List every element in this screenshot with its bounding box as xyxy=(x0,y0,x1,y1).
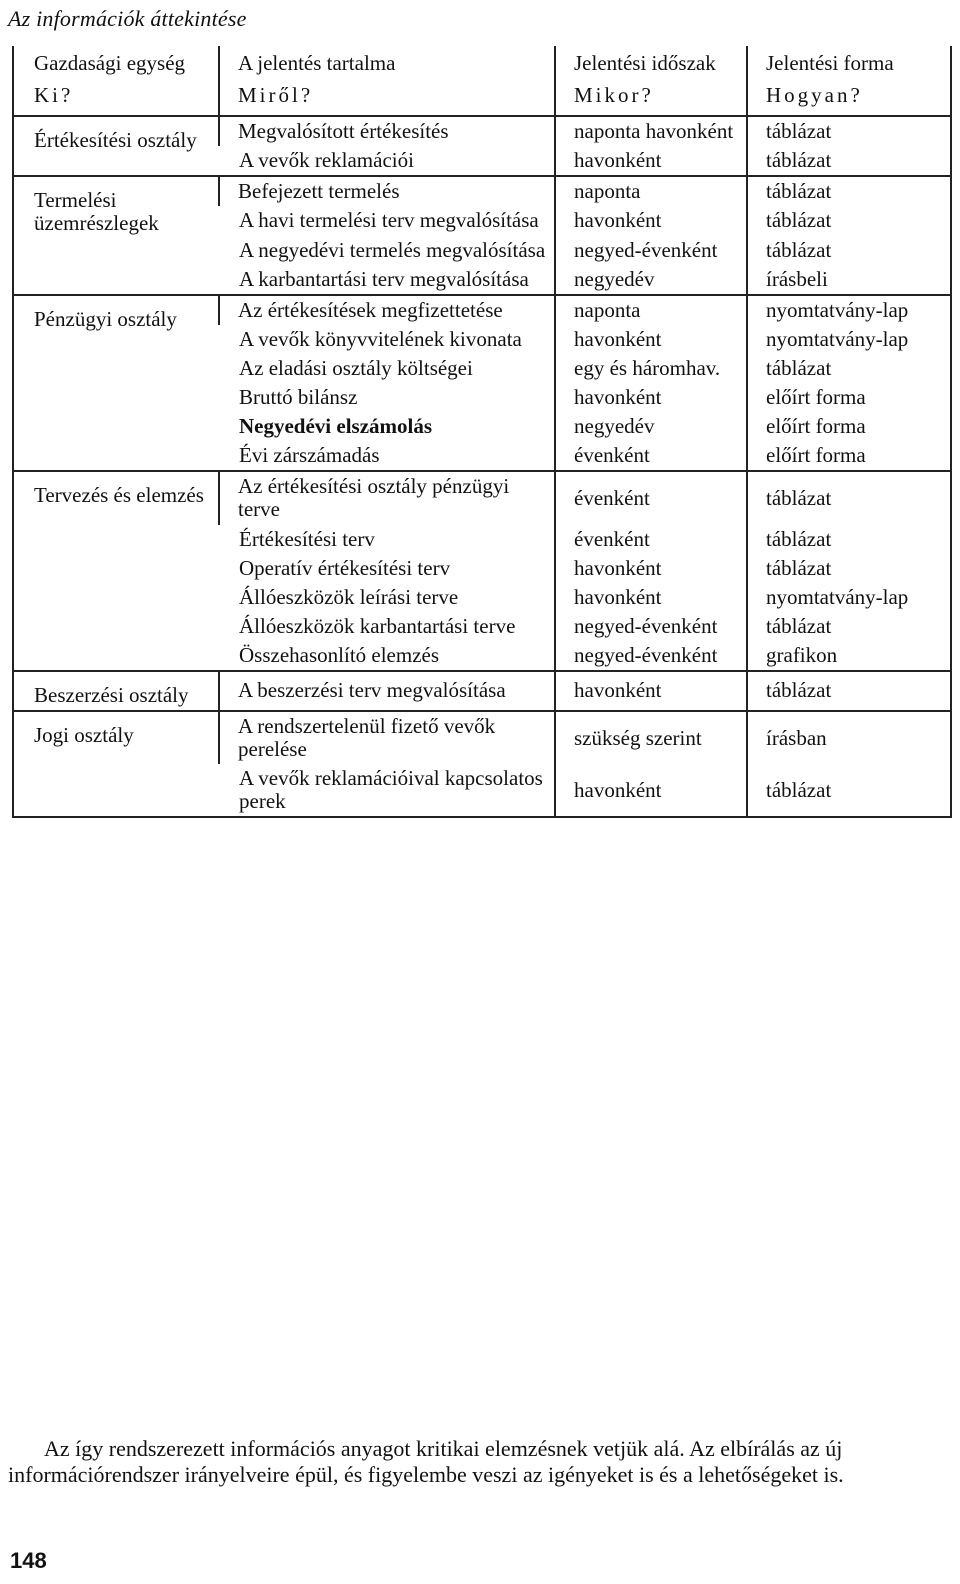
content-cell: A rendszertelenül fizető vevők perelése xyxy=(219,711,555,764)
period-cell: évenként xyxy=(555,471,747,524)
content-cell: Bruttó bilánsz xyxy=(239,385,358,410)
period-cell: havonként xyxy=(555,583,747,612)
column-header-period: Jelentési időszak xyxy=(555,46,747,78)
unit-cell: Termelési üzemrészlegek xyxy=(13,176,219,294)
content-cell: A vevők könyvvitelének kivonata xyxy=(239,326,522,351)
period-cell: negyedév xyxy=(555,412,747,441)
period-cell: havonként xyxy=(555,146,747,176)
content-cell: Az eladási osztály költségei xyxy=(239,355,473,380)
form-cell: előírt forma xyxy=(747,441,951,471)
period-cell: negyedév xyxy=(555,265,747,295)
form-cell: táblázat xyxy=(747,554,951,583)
question-how: Hogyan? xyxy=(747,78,951,116)
overview-table xyxy=(12,46,952,818)
content-cell: Megvalósított értékesítés xyxy=(219,116,555,146)
content-cell: Az értékesítési osztály pénzügyi terve xyxy=(219,471,555,524)
content-cell: A beszerzési terv megvalósítása xyxy=(219,671,555,711)
form-cell: táblázat xyxy=(747,612,951,641)
period-cell: naponta havonként xyxy=(555,116,747,146)
period-cell: egy és háromhav. xyxy=(555,354,747,383)
period-cell: évenként xyxy=(555,441,747,471)
information-overview-table xyxy=(12,46,950,818)
content-cell: Állóeszközök leírási terve xyxy=(239,584,459,609)
unit-cell: Értékesítési osztály xyxy=(34,128,197,153)
content-cell: Értékesítési terv xyxy=(239,526,375,551)
content-cell: Az értékesítések megfizettetése xyxy=(219,295,555,325)
period-cell: szükség szerint xyxy=(555,711,747,764)
period-cell: naponta xyxy=(555,176,747,206)
content-cell: A negyedévi termelés megvalósítása xyxy=(239,237,546,262)
form-cell: írásbeli xyxy=(747,265,951,295)
question-who: Ki? xyxy=(13,78,219,116)
content-cell: Negyedévi elszámolás xyxy=(239,414,433,439)
form-cell: nyomtatvány-lap xyxy=(747,295,951,325)
table-row xyxy=(13,671,951,711)
body-paragraph: Az így rendszerezett információs anyagot kritikai elemzésnek vetjük alá. Az elbírálás az új információrendszer irányelveire épül, és figyelembe veszi az igényeket is és a lehetőségeket is. xyxy=(8,1436,844,1488)
form-cell: táblázat xyxy=(747,354,951,383)
form-cell: előírt forma xyxy=(747,412,951,441)
form-cell: nyomtatvány-lap xyxy=(747,325,951,354)
form-cell: nyomtatvány-lap xyxy=(747,583,951,612)
table-row xyxy=(13,471,951,524)
column-header-content: A jelentés tartalma xyxy=(219,46,555,78)
unit-cell: Beszerzési osztály xyxy=(13,671,219,711)
table-row xyxy=(13,176,951,206)
period-cell: havonként xyxy=(555,554,747,583)
content-cell: A vevők reklamációival kapcsolatos perek xyxy=(239,766,543,814)
form-cell: táblázat xyxy=(747,671,951,711)
form-cell: táblázat xyxy=(747,176,951,206)
column-header-unit: Gazdasági egység xyxy=(34,51,186,75)
period-cell: havonként xyxy=(555,671,747,711)
period-cell: havonként xyxy=(555,383,747,412)
unit-cell: Tervezés és elemzés xyxy=(13,471,219,671)
form-cell: táblázat xyxy=(747,206,951,235)
period-cell: naponta xyxy=(555,295,747,325)
period-cell: negyed-évenként xyxy=(555,641,747,671)
unit-cell: Jogi osztály xyxy=(13,711,219,817)
table-row xyxy=(13,116,951,146)
question-when: Mikor? xyxy=(555,78,747,116)
page-header-title: Az információk áttekintése xyxy=(8,6,247,31)
form-cell: írásban xyxy=(747,711,951,764)
table-question-row xyxy=(13,78,951,116)
period-cell: negyed-évenként xyxy=(555,612,747,641)
content-cell: Összehasonlító elemzés xyxy=(239,642,440,667)
form-cell: táblázat xyxy=(747,471,951,524)
period-cell: évenként xyxy=(555,525,747,554)
form-cell: grafikon xyxy=(747,641,951,671)
content-cell: Állóeszközök karbantartási terve xyxy=(239,613,516,638)
form-cell: előírt forma xyxy=(747,383,951,412)
unit-cell: Pénzügyi osztály xyxy=(13,295,219,472)
content-cell: Befejezett termelés xyxy=(219,176,555,206)
period-cell: havonként xyxy=(555,764,747,817)
form-cell: táblázat xyxy=(747,764,951,817)
form-cell: táblázat xyxy=(747,236,951,265)
table-header-row xyxy=(13,46,951,78)
content-cell: Operatív értékesítési terv xyxy=(239,555,451,580)
form-cell: táblázat xyxy=(747,116,951,146)
question-what: Miről? xyxy=(219,78,555,116)
form-cell: táblázat xyxy=(747,146,951,176)
page-number: 148 xyxy=(10,1548,47,1573)
form-cell: táblázat xyxy=(747,525,951,554)
content-cell: A havi termelési terv megvalósítása xyxy=(239,208,539,233)
content-cell: A vevők reklamációi xyxy=(239,148,414,173)
content-cell: A karbantartási terv megvalósítása xyxy=(239,266,529,291)
period-cell: negyed-évenként xyxy=(555,236,747,265)
content-cell: Évi zárszámadás xyxy=(239,443,380,468)
column-header-form: Jelentési forma xyxy=(747,46,951,78)
period-cell: havonként xyxy=(555,325,747,354)
table-row xyxy=(13,295,951,325)
table-row xyxy=(13,711,951,764)
period-cell: havonként xyxy=(555,206,747,235)
